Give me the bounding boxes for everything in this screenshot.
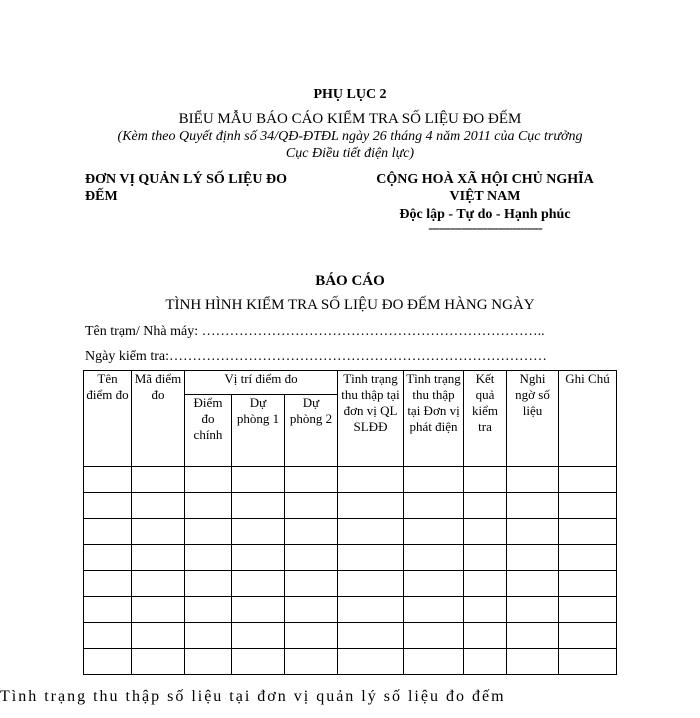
- decision-note-line2: Cục Điều tiết điện lực): [285, 146, 415, 161]
- table-cell: [232, 571, 285, 597]
- table-cell: [559, 467, 617, 493]
- table-row: [84, 467, 617, 493]
- table-cell: [338, 519, 404, 545]
- table-cell: [507, 597, 559, 623]
- report-subtitle: TÌNH HÌNH KIỂM TRA SỐ LIỆU ĐO ĐẾM HÀNG NGÀY: [165, 297, 535, 313]
- header-note: Ghi Chú: [559, 371, 617, 467]
- table-cell: [232, 519, 285, 545]
- table-cell: [232, 493, 285, 519]
- table-cell: [185, 597, 232, 623]
- country-name-line1: CỘNG HOÀ XÃ HỘI CHỦ NGHĨA: [376, 172, 594, 187]
- management-unit-line1: ĐƠN VỊ QUẢN LÝ SỐ LIỆU ĐO: [85, 172, 287, 187]
- table-cell: [232, 467, 285, 493]
- table-cell: [185, 545, 232, 571]
- table-cell: [464, 519, 507, 545]
- table-cell: [132, 467, 185, 493]
- table-cell: [84, 597, 132, 623]
- table-cell: [464, 571, 507, 597]
- table-row: [84, 597, 617, 623]
- table-cell: [285, 545, 338, 571]
- decision-note-line1: (Kèm theo Quyết định số 34/QĐ-ĐTĐL ngày 26 tháng 4 năm 2011 của Cục trưởng: [117, 129, 583, 144]
- table-cell: [232, 623, 285, 649]
- table-cell: [285, 571, 338, 597]
- table-cell: [507, 623, 559, 649]
- table-row: [84, 649, 617, 675]
- table-cell: [84, 467, 132, 493]
- table-cell: [404, 597, 464, 623]
- table-cell: [559, 545, 617, 571]
- table-cell: [132, 649, 185, 675]
- table-cell: [464, 623, 507, 649]
- table-cell: [404, 519, 464, 545]
- table-cell: [285, 597, 338, 623]
- table-cell: [84, 493, 132, 519]
- header-status-plant: Tình trạng thu thập tại Đơn vị phát điện: [404, 371, 464, 467]
- table-cell: [84, 649, 132, 675]
- table-cell: [285, 519, 338, 545]
- table-cell: [84, 519, 132, 545]
- table-cell: [338, 493, 404, 519]
- table-cell: [285, 467, 338, 493]
- table-cell: [507, 519, 559, 545]
- management-unit-line2: ĐẾM: [85, 189, 118, 204]
- header-data-doubt: Nghi ngờ số liệu: [507, 371, 559, 467]
- table-cell: [338, 545, 404, 571]
- table-cell: [132, 623, 185, 649]
- footer-cut-text: Tình trạng thu thập số liệu tại đơn vị quản lý số liệu đo đếm: [0, 688, 506, 705]
- report-title: BÁO CÁO: [315, 273, 385, 289]
- table-cell: [464, 649, 507, 675]
- table-cell: [232, 545, 285, 571]
- table-cell: [507, 649, 559, 675]
- table-cell: [404, 649, 464, 675]
- table-header-row-1: [84, 371, 617, 395]
- table-cell: [285, 649, 338, 675]
- station-name-field: Tên trạm/ Nhà máy: ………………………………………………………………..: [85, 324, 545, 339]
- inspection-table: [83, 370, 617, 675]
- table-cell: [185, 493, 232, 519]
- table-cell: [404, 467, 464, 493]
- header-point-name: Tên điểm đo: [84, 371, 132, 467]
- national-motto: Độc lập - Tự do - Hạnh phúc: [399, 207, 571, 222]
- table-cell: [132, 519, 185, 545]
- table-cell: [559, 571, 617, 597]
- table-cell: [559, 519, 617, 545]
- table-cell: [132, 545, 185, 571]
- table-cell: [507, 545, 559, 571]
- header-backup-1: Dự phòng 1: [232, 395, 285, 467]
- table-cell: [338, 649, 404, 675]
- table-cell: [132, 597, 185, 623]
- table-cell: [185, 571, 232, 597]
- country-name-line2: VIỆT NAM: [449, 189, 521, 204]
- table-cell: [338, 623, 404, 649]
- table-row: [84, 545, 617, 571]
- table-row: [84, 571, 617, 597]
- table-cell: [404, 571, 464, 597]
- header-check-result: Kết quả kiểm tra: [464, 371, 507, 467]
- table-cell: [559, 623, 617, 649]
- table-cell: [507, 493, 559, 519]
- table-cell: [464, 467, 507, 493]
- table-cell: [185, 623, 232, 649]
- table-cell: [185, 467, 232, 493]
- appendix-label: PHỤ LỤC 2: [313, 87, 387, 102]
- table-cell: [285, 623, 338, 649]
- header-point-code: Mã điểm đo: [132, 371, 185, 467]
- table-cell: [232, 597, 285, 623]
- table-cell: [464, 545, 507, 571]
- header-main-point: Điểm đo chính: [185, 395, 232, 467]
- form-title: BIỂU MẪU BÁO CÁO KIỂM TRA SỐ LIỆU ĐO ĐẾM: [178, 111, 522, 127]
- table-cell: [84, 571, 132, 597]
- table-cell: [507, 467, 559, 493]
- table-cell: [559, 597, 617, 623]
- inspection-date-field: Ngày kiểm tra:………………………………………………………………………: [85, 349, 547, 364]
- table-cell: [404, 545, 464, 571]
- table-cell: [464, 597, 507, 623]
- table-cell: [559, 649, 617, 675]
- table-cell: [507, 571, 559, 597]
- table-cell: [232, 649, 285, 675]
- table-row: [84, 519, 617, 545]
- table-cell: [464, 493, 507, 519]
- table-cell: [132, 493, 185, 519]
- table-cell: [338, 467, 404, 493]
- table-row: [84, 623, 617, 649]
- table-cell: [84, 545, 132, 571]
- header-status-unit: Tình trạng thu thập tại đơn vị QL SLĐĐ: [338, 371, 404, 467]
- table-cell: [338, 597, 404, 623]
- management-unit-block: [85, 171, 355, 205]
- table-row: [84, 493, 617, 519]
- header-backup-2: Dự phòng 2: [285, 395, 338, 467]
- table-cell: [404, 623, 464, 649]
- table-cell: [185, 649, 232, 675]
- table-cell: [84, 623, 132, 649]
- table-cell: [285, 493, 338, 519]
- table-cell: [559, 493, 617, 519]
- national-header-block: [350, 171, 620, 235]
- table-cell: [338, 571, 404, 597]
- table-cell: [185, 519, 232, 545]
- table-cell: [132, 571, 185, 597]
- header-point-position: Vị trí điểm đo: [185, 371, 338, 395]
- table-cell: [404, 493, 464, 519]
- motto-underline: -------------------------------: [428, 221, 542, 236]
